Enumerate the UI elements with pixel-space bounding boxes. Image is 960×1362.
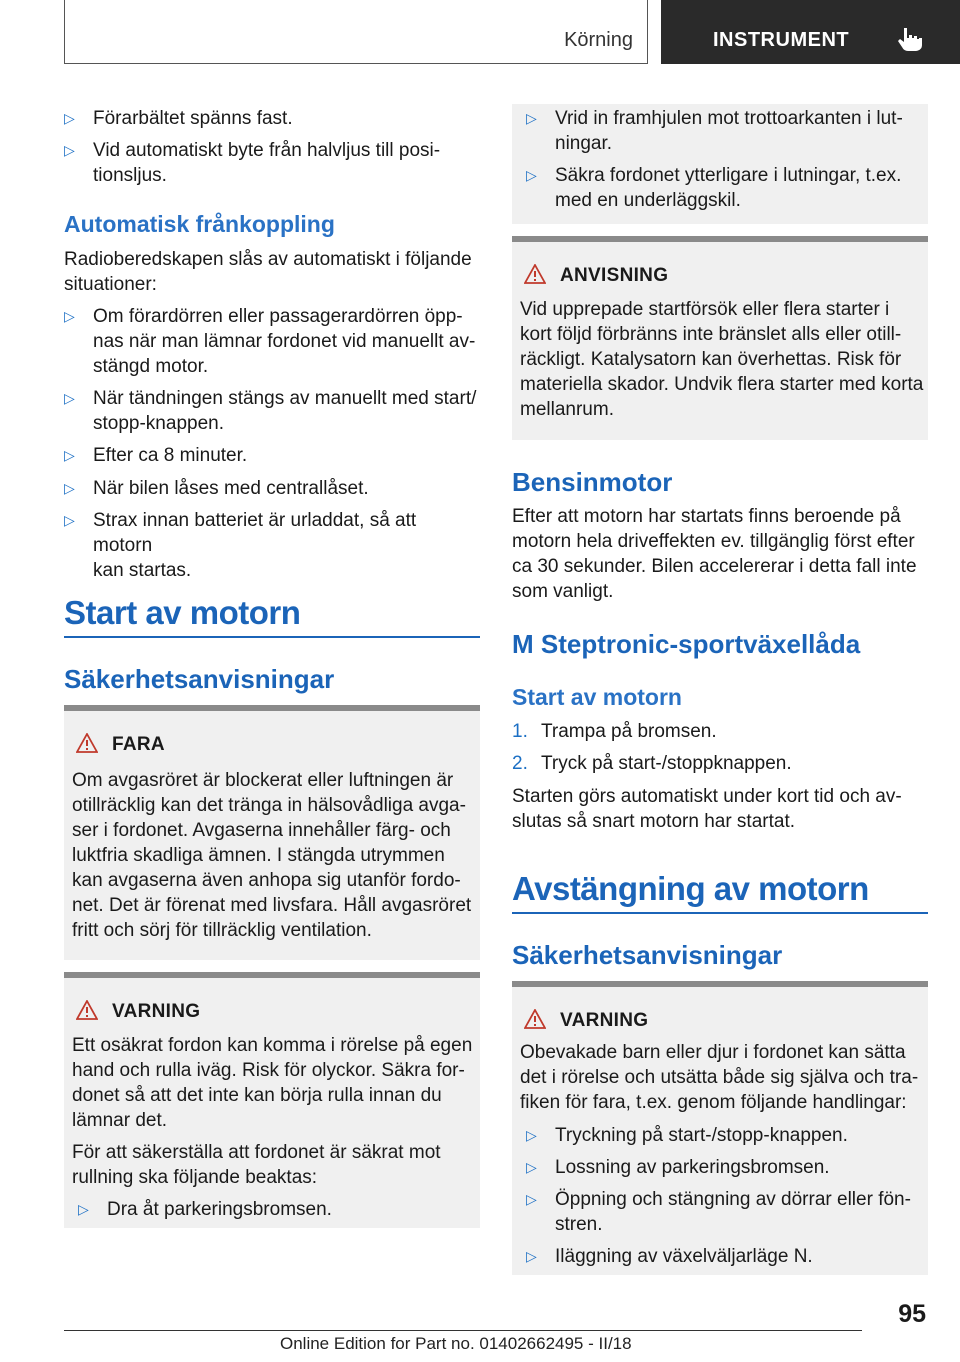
footer-rule (64, 1330, 862, 1331)
header-section-tab (64, 0, 648, 64)
triangle-bullet-icon: ▷ (78, 1201, 89, 1217)
triangle-bullet-icon: ▷ (64, 308, 75, 324)
box-top-bar (512, 981, 928, 987)
triangle-bullet-icon: ▷ (64, 142, 75, 158)
triangle-bullet-icon: ▷ (526, 167, 537, 183)
warning-box: VARNING Ett osäkrat fordon kan komma i rörelse på egen hand och rulla iväg. Risk för olyckor. Säkra for- donet så att det inte kan börja rulla innan du lämnar det. För att säkerställa att fordonet är säkrat mot rullning ska följande beaktas: ▷ Dra åt parkeringsbromsen. (64, 972, 480, 1228)
triangle-bullet-icon: ▷ (64, 512, 75, 528)
heading-engine-stop: Avstängning av motorn (512, 870, 869, 907)
triangle-bullet-icon: ▷ (526, 1248, 537, 1264)
triangle-bullet-icon: ▷ (526, 1127, 537, 1143)
heading-rule (512, 912, 928, 914)
danger-title: FARA (112, 734, 165, 755)
heading-petrol-engine: Bensinmotor (512, 467, 673, 497)
list-item: 1. Trampa på bromsen. (512, 721, 717, 742)
heading-safety: Säkerhetsanvisningar (512, 940, 783, 970)
triangle-bullet-icon: ▷ (526, 1159, 537, 1175)
heading-rule (64, 636, 480, 638)
notice-text: Vid upprepade startförsök eller flera starter i kort följd förbränns inte bränslet alls eller otill- räckligt. Katalysatorn kan överhettas. Risk för materiella skador. Undvik flera starter med korta mellanrum. (520, 299, 924, 420)
triangle-bullet-icon: ▷ (64, 480, 75, 496)
notice-title: ANVISNING (560, 265, 669, 286)
danger-text: Om avgasröret är blockerat eller luftningen är otillräcklig kan det tränga in hälsovådliga avga- ser i fordonet. Avgaserna innehåller färg- och luktfria skadliga ämnen. I stängda utrymmen kan avgaserna även anhopa sig utanför fordo- net. Det är förenat med livsfara. Håll avgasröret fritt och sörj för tillräcklig ventilation. (72, 770, 472, 941)
box-top-bar (512, 236, 928, 242)
triangle-bullet-icon: ▷ (526, 110, 537, 126)
warning-triangle-icon (524, 264, 546, 284)
header-section-label: Körning (564, 29, 633, 51)
paragraph: Efter att motorn har startats finns beroende på motorn hela driveffekten ev. tillgänglig först efter ca 30 sekunder. Bilen accelererar i detta fall inte som vanligt. (512, 506, 917, 602)
box-top-bar (64, 972, 480, 978)
danger-box (64, 705, 480, 960)
heading-automatic-shutoff: Automatisk frånkoppling (64, 211, 335, 237)
hand-pointer-icon (896, 24, 924, 52)
triangle-bullet-icon: ▷ (64, 110, 75, 126)
heading-m-steptronic: M Steptronic-sportväxellåda (512, 629, 861, 659)
heading-safety: Säkerhetsanvisningar (64, 664, 335, 694)
notice-box (512, 236, 928, 440)
triangle-bullet-icon: ▷ (526, 1191, 537, 1207)
warning-text: För att säkerställa att fordonet är säkrat mot rullning ska följande beaktas: (72, 1142, 441, 1188)
warning-title: VARNING (560, 1010, 649, 1031)
footer-edition: Online Edition for Part no. 01402662495 - II/18 (280, 1334, 632, 1353)
warning-box: VARNING Obevakade barn eller djur i fordonet kan sätta det i rörelse och utsätta både sig själva och tra- fiken för fara, t.ex. genom följande handlingar: ▷ Tryckning på start-/stopp-knappen. ▷ Lossning av parkeringsbromsen. ▷ Öppning och stängning av dörrar eller fön- stren. ▷ Iläggning av växelväljarläge N. (512, 981, 928, 1275)
list-item: 2. Tryck på start-/stoppknappen. (512, 753, 792, 774)
header-chapter-tab (661, 0, 960, 64)
warning-text: Obevakade barn eller djur i fordonet kan sätta det i rörelse och utsätta både sig själva och tra- fiken för fara, t.ex. genom följande handlingar: (520, 1042, 919, 1113)
paragraph: Starten görs automatiskt under kort tid och av- slutas så snart motorn har startat. (512, 786, 902, 832)
warning-triangle-icon (76, 1000, 98, 1020)
page-number: 95 (898, 1300, 926, 1328)
triangle-bullet-icon: ▷ (64, 390, 75, 406)
box-top-bar (64, 705, 480, 711)
warning-title: VARNING (112, 1001, 201, 1022)
warning-text: Ett osäkrat fordon kan komma i rörelse på egen hand och rulla iväg. Risk för olyckor. Säkra for- donet så att det inte kan börja rulla innan du lämnar det. (72, 1035, 473, 1131)
heading-engine-start: Start av motorn (64, 594, 301, 631)
heading-engine-start-sub: Start av motorn (512, 684, 682, 710)
paragraph: Radioberedskapen slås av automatiskt i följande situationer: (64, 249, 472, 295)
warning-triangle-icon (76, 733, 98, 753)
continued-box: ▷ Vrid in framhjulen mot trottoarkanten i lut- ningar. ▷ Säkra fordonet ytterligare i lutningar, t.ex. med en underläggskil. (512, 104, 928, 224)
triangle-bullet-icon: ▷ (64, 447, 75, 463)
warning-triangle-icon (524, 1009, 546, 1029)
header-chapter-label: INSTRUMENT (713, 29, 850, 51)
